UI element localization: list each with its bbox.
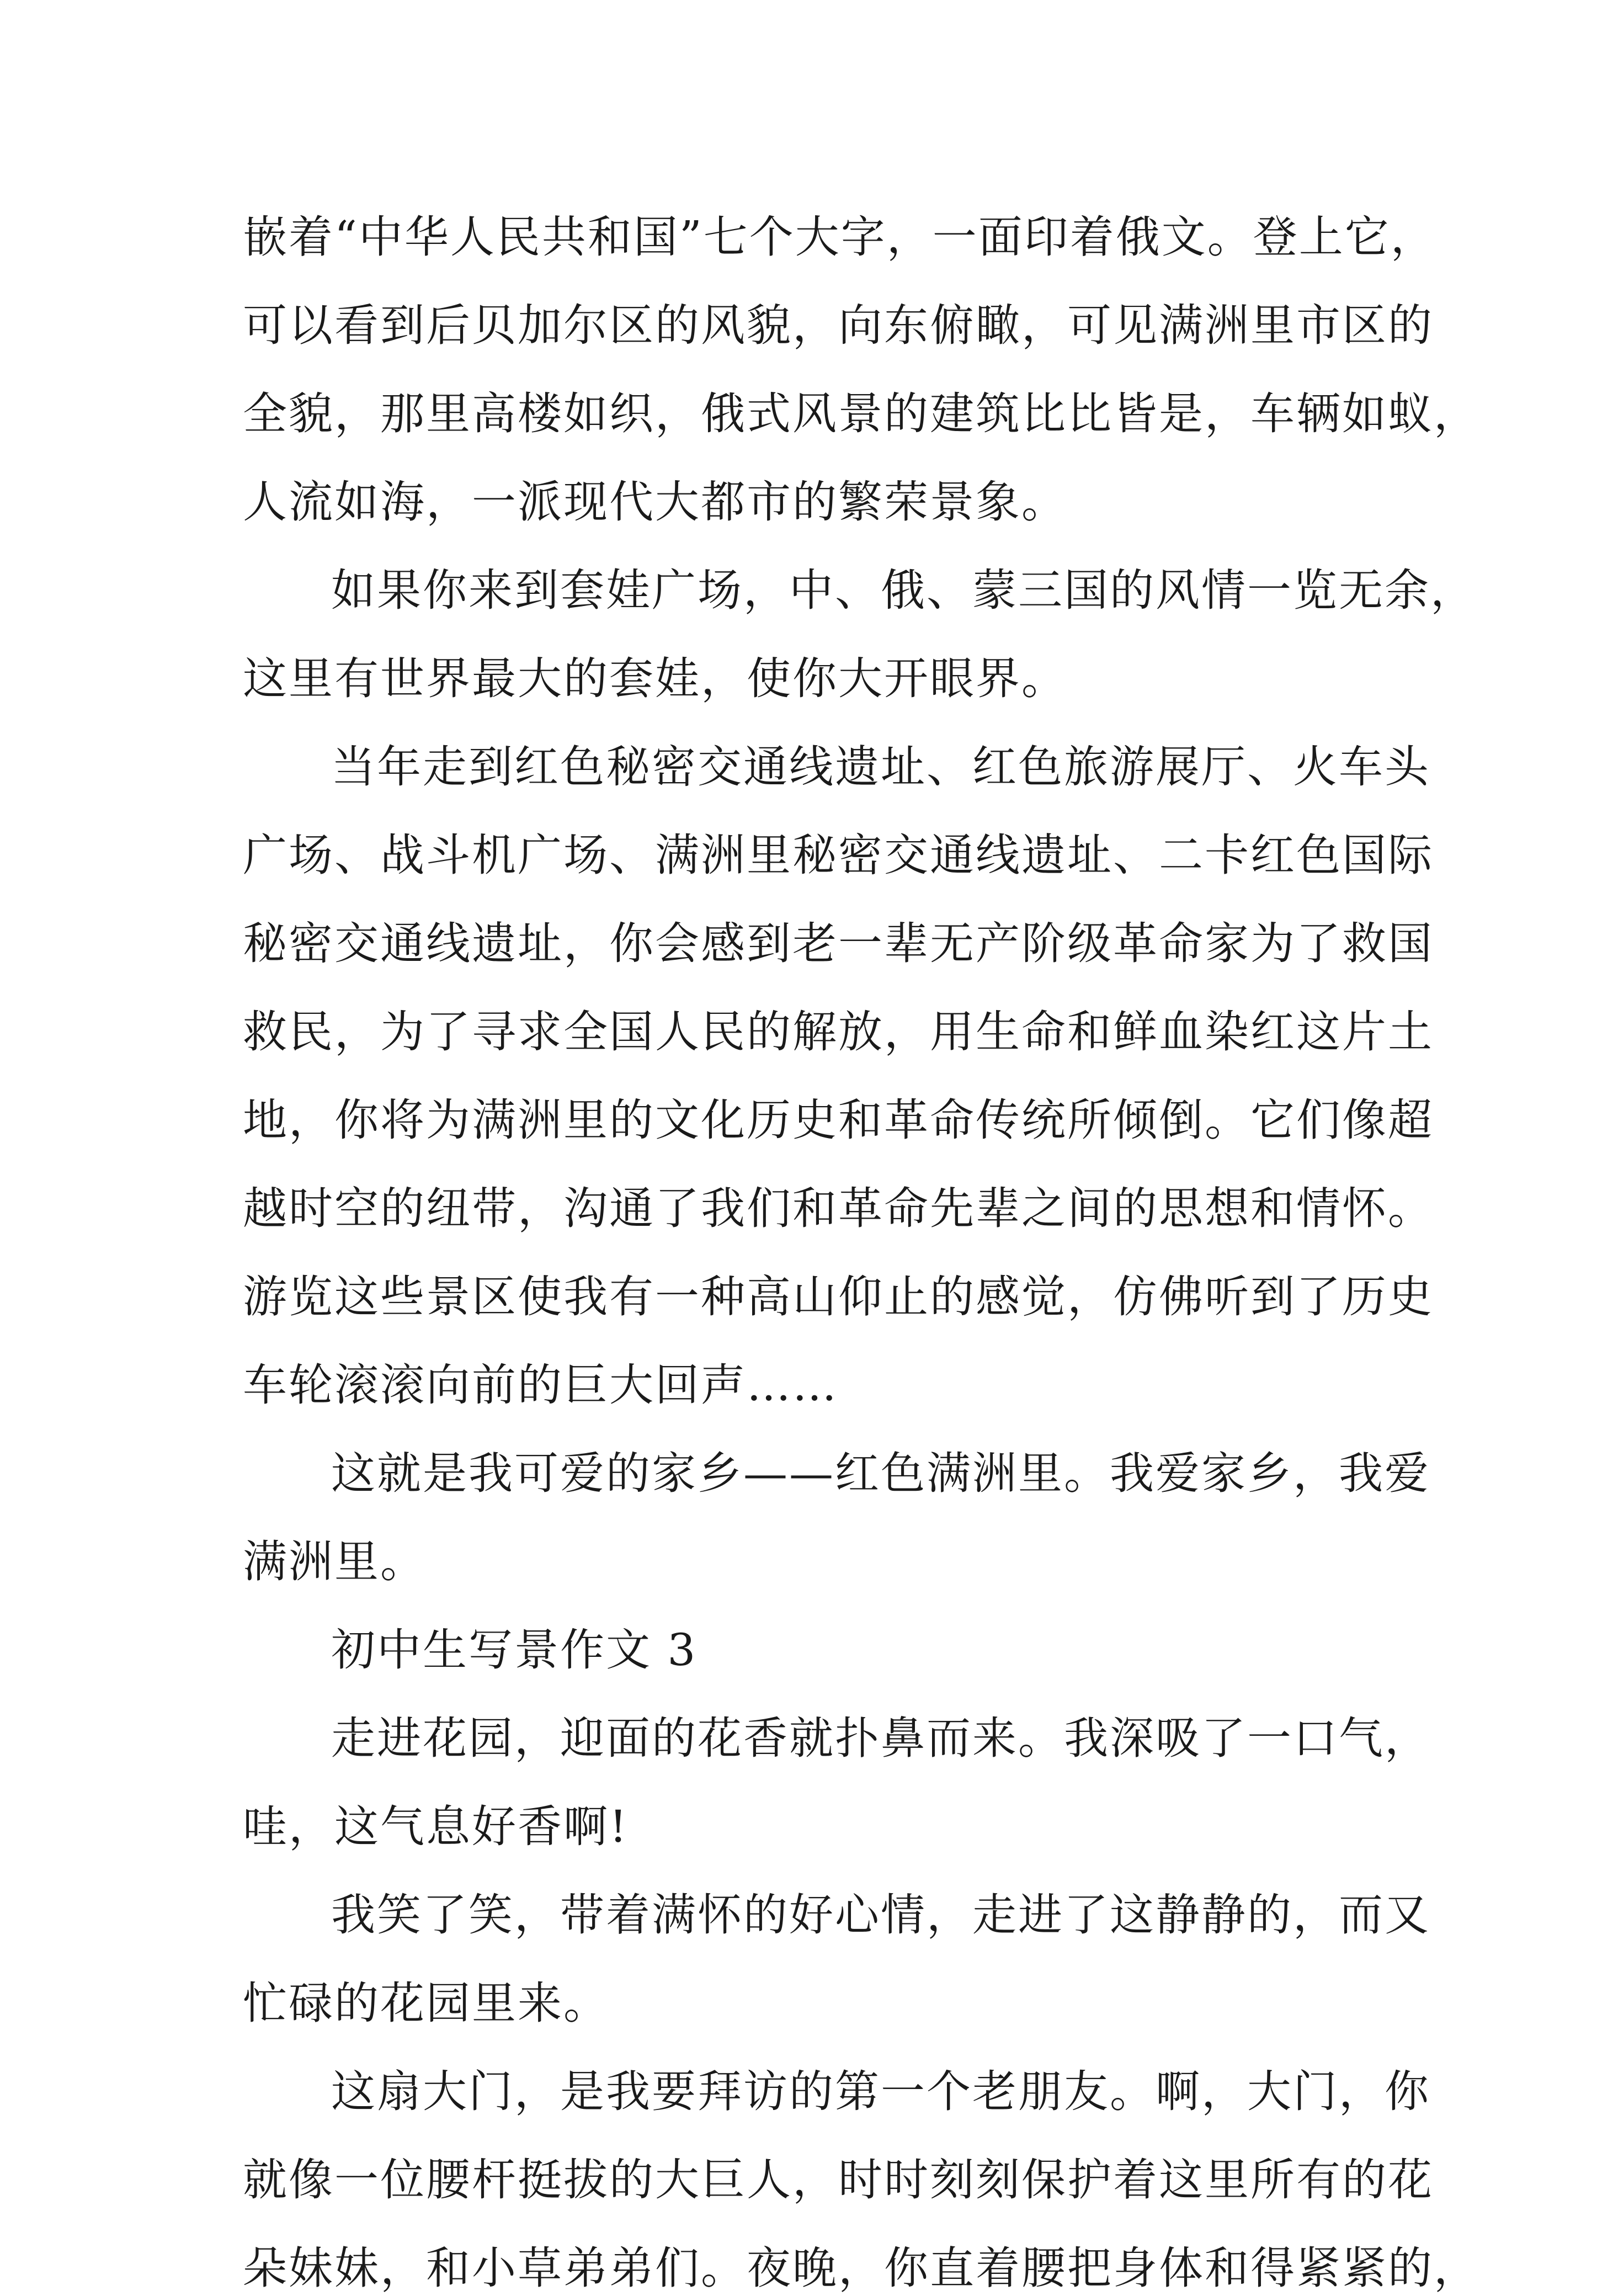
text-line: 越时空的纽带，沟通了我们和革命先辈之间的思想和情怀。	[243, 1183, 1434, 1234]
text-line: 就像一位腰杆挺拔的大巨人，时时刻刻保护着这里所有的花	[243, 2154, 1434, 2205]
text-line: 当年走到红色秘密交通线遗址、红色旅游展厅、火车头	[331, 741, 1430, 793]
text-line: 这就是我可爱的家乡——红色满洲里。我爱家乡，我爱	[331, 1448, 1430, 1499]
text-line: 地，你将为满洲里的文化历史和革命传统所倾倒。它们像超	[243, 1094, 1434, 1146]
section-heading: 初中生写景作文 3	[331, 1624, 698, 1676]
text-line: 救民，为了寻求全国人民的解放，用生命和鲜血染红这片土	[243, 1006, 1434, 1057]
text-line: 游览这些景区使我有一种高山仰止的感觉，仿佛听到了历史	[243, 1271, 1434, 1322]
text-line: 可以看到后贝加尔区的风貌，向东俯瞰，可见满洲里市区的	[243, 300, 1434, 351]
text-line: 嵌着“中华人民共和国”七个大字，一面印着俄文。登上它，	[243, 211, 1436, 263]
text-line: 这扇大门，是我要拜访的第一个老朋友。啊，大门，你	[331, 2066, 1430, 2117]
text-line: 忙碌的花园里来。	[243, 1978, 609, 2029]
text-line: 全貌，那里高楼如织，俄式风景的建筑比比皆是，车辆如蚁，	[243, 388, 1479, 439]
text-line: 走进花园，迎面的花香就扑鼻而来。我深吸了一口气，	[331, 1713, 1430, 1764]
text-line: 人流如海，一派现代大都市的繁荣景象。	[243, 476, 1067, 528]
text-line: 我笑了笑，带着满怀的好心情，走进了这静静的，而又	[331, 1889, 1430, 1941]
text-line: 哇，这气息好香啊!	[243, 1801, 629, 1852]
text-line: 广场、战斗机广场、满洲里秘密交通线遗址、二卡红色国际	[243, 830, 1434, 881]
text-line: 朵妹妹，和小草弟弟们。夜晚，你直着腰把身体和得紧紧的，	[243, 2242, 1479, 2294]
text-line: 满洲里。	[243, 1536, 426, 1587]
text-line: 车轮滚滚向前的巨大回声……	[243, 1359, 838, 1411]
text-line: 秘密交通线遗址，你会感到老一辈无产阶级革命家为了救国	[243, 918, 1434, 969]
text-line: 如果你来到套娃广场，中、俄、蒙三国的风情一览无余，	[331, 565, 1476, 616]
text-line: 这里有世界最大的套娃，使你大开眼界。	[243, 653, 1067, 704]
